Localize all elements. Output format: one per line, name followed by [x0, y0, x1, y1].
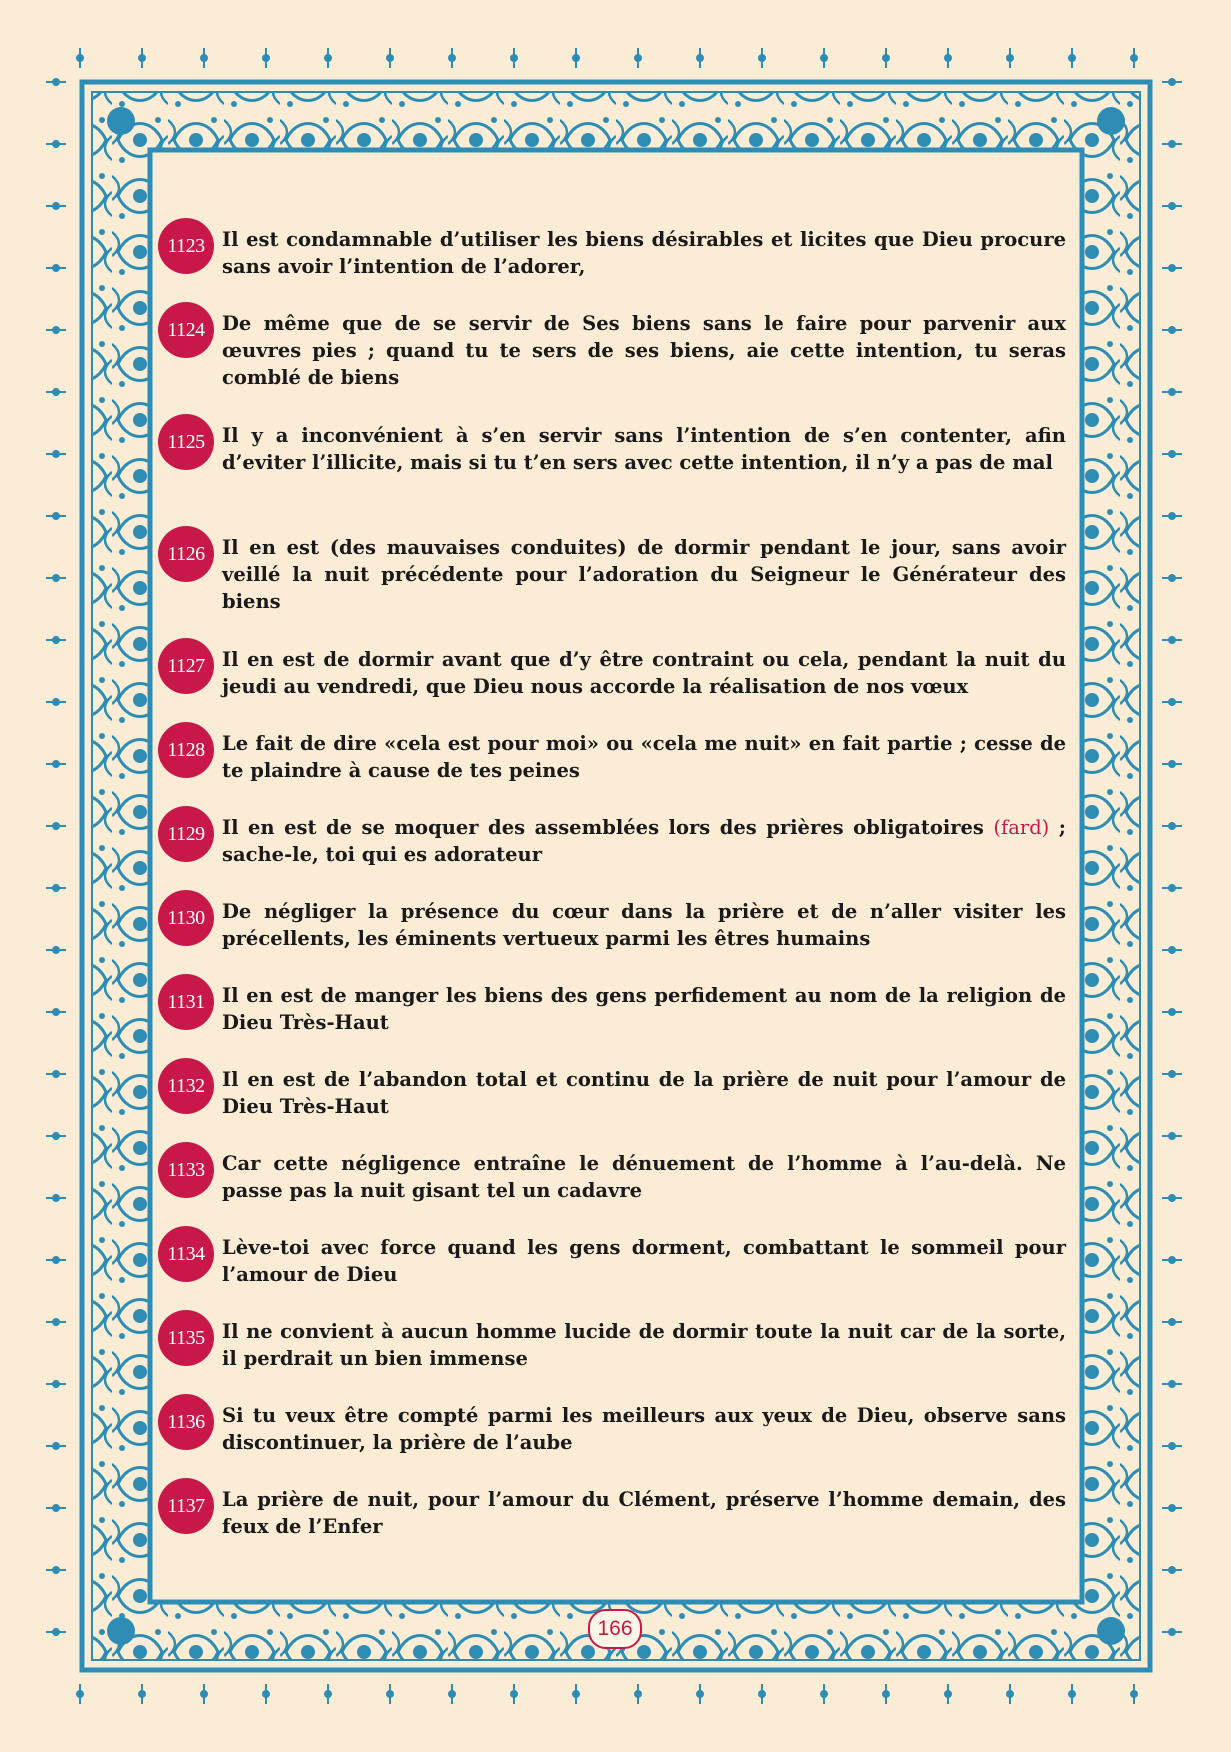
verse-number-badge: 1126 [158, 526, 214, 582]
verse-text [222, 814, 1066, 868]
verse-number-badge: 1132 [158, 1058, 214, 1114]
verse-text: Il en est de l’abandon total et continu de la prière de nuit pour l’amour de Dieu Très-Haut [222, 1068, 1066, 1118]
verse-text: Car cette négligence entraîne le dénuement de l’homme à l’au-delà. Ne passe pas la nuit gisant tel un cadavre [222, 1152, 1066, 1202]
verse-item [158, 1234, 1066, 1318]
verse-number-badge: 1133 [158, 1142, 214, 1198]
verse-item [158, 1066, 1066, 1150]
verse-number-badge: 1136 [158, 1394, 214, 1450]
verse-number-badge: 1137 [158, 1478, 214, 1534]
verse-item [158, 1318, 1066, 1402]
verse-text: Lève-toi avec force quand les gens dorment, combattant le sommeil pour l’amour de Dieu [222, 1236, 1066, 1286]
verse-item [158, 814, 1066, 898]
verse-text: Il en est de manger les biens des gens perfidement au nom de la religion de Dieu Très-Haut [222, 984, 1066, 1034]
verse-number-badge: 1125 [158, 414, 214, 470]
verse-text: De négliger la présence du cœur dans la prière et de n’aller visiter les précellents, les éminents vertueux parmi les êtres humains [222, 900, 1066, 950]
verse-text-part: ; sache-le, toi qui es adorateur [222, 816, 1066, 866]
verse-text: Si tu veux être compté parmi les meilleurs aux yeux de Dieu, observe sans discontinuer, la prière de l’aube [222, 1404, 1066, 1454]
verse-text: Il est condamnable d’utiliser les biens désirables et licites que Dieu procure sans avoir l’intention de l’adorer, [222, 228, 1066, 278]
verse-number-badge: 1127 [158, 638, 214, 694]
verse-text: Le fait de dire «cela est pour moi» ou «cela me nuit» en fait partie ; cesse de te plaindre à cause de tes peines [222, 732, 1066, 782]
page-number: 166 [588, 1609, 642, 1649]
verse-item [158, 1150, 1066, 1234]
verse-item [158, 226, 1066, 310]
verse-number-badge: 1124 [158, 302, 214, 358]
verse-text: De même que de se servir de Ses biens sans le faire pour parvenir aux œuvres pies ; quand tu te sers de ses biens, aie cette intention, tu seras comblé de biens [222, 312, 1066, 389]
arabic-term-highlight: (fard) [993, 816, 1050, 839]
verse-item [158, 898, 1066, 982]
verse-number-badge: 1123 [158, 218, 214, 274]
verse-number-badge: 1131 [158, 974, 214, 1030]
verse-text-part: Il en est de se moquer des assemblées lors des prières obligatoires [222, 816, 994, 839]
verse-item [158, 1486, 1066, 1570]
verse-number-badge: 1135 [158, 1310, 214, 1366]
verse-number-badge: 1130 [158, 890, 214, 946]
verse-text: Il en est (des mauvaises conduites) de dormir pendant le jour, sans avoir veillé la nuit précédente pour l’adoration du Seigneur le Générateur des biens [222, 536, 1066, 613]
verse-item [158, 310, 1066, 422]
verse-number-badge: 1134 [158, 1226, 214, 1282]
verse-text: Il en est de dormir avant que d’y être contraint ou cela, pendant la nuit du jeudi au vendredi, que Dieu nous accorde la réalisation de nos vœux [222, 648, 1066, 698]
verse-item [158, 730, 1066, 814]
verse-number-badge: 1128 [158, 722, 214, 778]
verse-item [158, 534, 1066, 646]
verse-text: Il ne convient à aucun homme lucide de dormir toute la nuit car de la sorte, il perdrait un bien immense [222, 1320, 1066, 1370]
verse-item [158, 982, 1066, 1066]
verse-text: Il y a inconvénient à s’en servir sans l’intention de s’en contenter, afin d’eviter l’illicite, mais si tu t’en sers avec cette intention, il n’y a pas de mal [222, 424, 1066, 474]
verse-item [158, 646, 1066, 730]
verse-item [158, 422, 1066, 534]
verse-item [158, 1402, 1066, 1486]
verse-text: La prière de nuit, pour l’amour du Clément, préserve l’homme demain, des feux de l’Enfer [222, 1488, 1066, 1538]
verse-number-badge: 1129 [158, 806, 214, 862]
verse-list [158, 226, 1066, 1570]
